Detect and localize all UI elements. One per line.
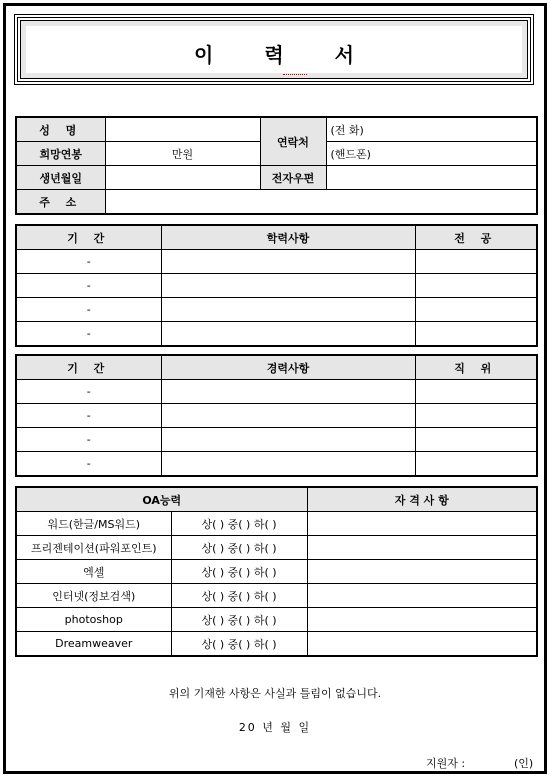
certification-cell[interactable] <box>307 512 537 536</box>
skill-row <box>16 560 537 584</box>
skill-row <box>16 584 537 608</box>
education-row: - <box>16 322 537 347</box>
skill-name: 프리젠테이션(파워포인트) <box>16 536 171 560</box>
education-history-header: 학력사항 <box>161 225 415 250</box>
name-field[interactable] <box>105 117 260 142</box>
position-header: 직 위 <box>415 355 537 380</box>
education-row: - <box>16 250 537 274</box>
education-table <box>15 224 538 347</box>
education-period-header: 기 간 <box>16 225 161 250</box>
skill-row <box>16 536 537 560</box>
date-line: 20 년 월 일 <box>238 721 312 734</box>
certification-cell[interactable] <box>307 536 537 560</box>
applicant-label: 지원자 : <box>426 757 466 770</box>
skills-table <box>15 486 538 657</box>
birth-field[interactable] <box>105 166 260 190</box>
skill-name: 인터넷(정보검색) <box>16 584 171 608</box>
skill-row <box>16 512 537 536</box>
career-row: - <box>16 452 537 477</box>
certification-cell[interactable] <box>307 560 537 584</box>
skill-name: photoshop <box>16 608 171 632</box>
birth-label: 생년월일 <box>16 166 105 190</box>
career-row: - <box>16 404 537 428</box>
spellcheck-mark <box>283 71 307 75</box>
personal-info-table <box>15 116 538 215</box>
email-field[interactable] <box>326 166 537 190</box>
salary-field[interactable]: 만원 <box>105 142 260 166</box>
page-title: 이 력 서 <box>194 43 376 67</box>
certifications-header: 자 격 사 항 <box>307 487 537 512</box>
email-label: 전자우편 <box>260 166 326 190</box>
phone-field[interactable]: (전 화) <box>326 117 537 142</box>
skill-level[interactable]: 상( ) 중( ) 하( ) <box>171 584 307 608</box>
education-row: - <box>16 298 537 322</box>
address-field[interactable] <box>105 190 537 215</box>
career-table <box>15 354 538 477</box>
career-row: - <box>16 380 537 404</box>
skill-level[interactable]: 상( ) 중( ) 하( ) <box>171 632 307 657</box>
certification-cell[interactable] <box>307 632 537 657</box>
seal-mark: (인) <box>514 757 534 770</box>
skill-level[interactable]: 상( ) 중( ) 하( ) <box>171 536 307 560</box>
certification-cell[interactable] <box>307 608 537 632</box>
skill-name: 워드(한글/MS워드) <box>16 512 171 536</box>
oa-skills-header: OA능력 <box>16 487 307 512</box>
address-label: 주 소 <box>16 190 105 215</box>
resume-page <box>3 3 547 774</box>
skill-level[interactable]: 상( ) 중( ) 하( ) <box>171 608 307 632</box>
skill-level[interactable]: 상( ) 중( ) 하( ) <box>171 560 307 584</box>
certification-cell[interactable] <box>307 584 537 608</box>
contact-label: 연락처 <box>260 117 326 166</box>
skill-level[interactable]: 상( ) 중( ) 하( ) <box>171 512 307 536</box>
title-frame <box>14 14 534 85</box>
skill-row <box>16 608 537 632</box>
career-period-header: 기 간 <box>16 355 161 380</box>
career-history-header: 경력사항 <box>161 355 415 380</box>
name-label: 성 명 <box>16 117 105 142</box>
major-header: 전 공 <box>415 225 537 250</box>
skill-row <box>16 632 537 657</box>
career-row: - <box>16 428 537 452</box>
mobile-field[interactable]: (핸드폰) <box>326 142 537 166</box>
skill-name: Dreamweaver <box>16 632 171 657</box>
skill-name: 엑셀 <box>16 560 171 584</box>
confirmation-statement: 위의 기재한 사항은 사실과 틀림이 없습니다. <box>168 687 382 700</box>
salary-label: 희망연봉 <box>16 142 105 166</box>
education-row: - <box>16 274 537 298</box>
